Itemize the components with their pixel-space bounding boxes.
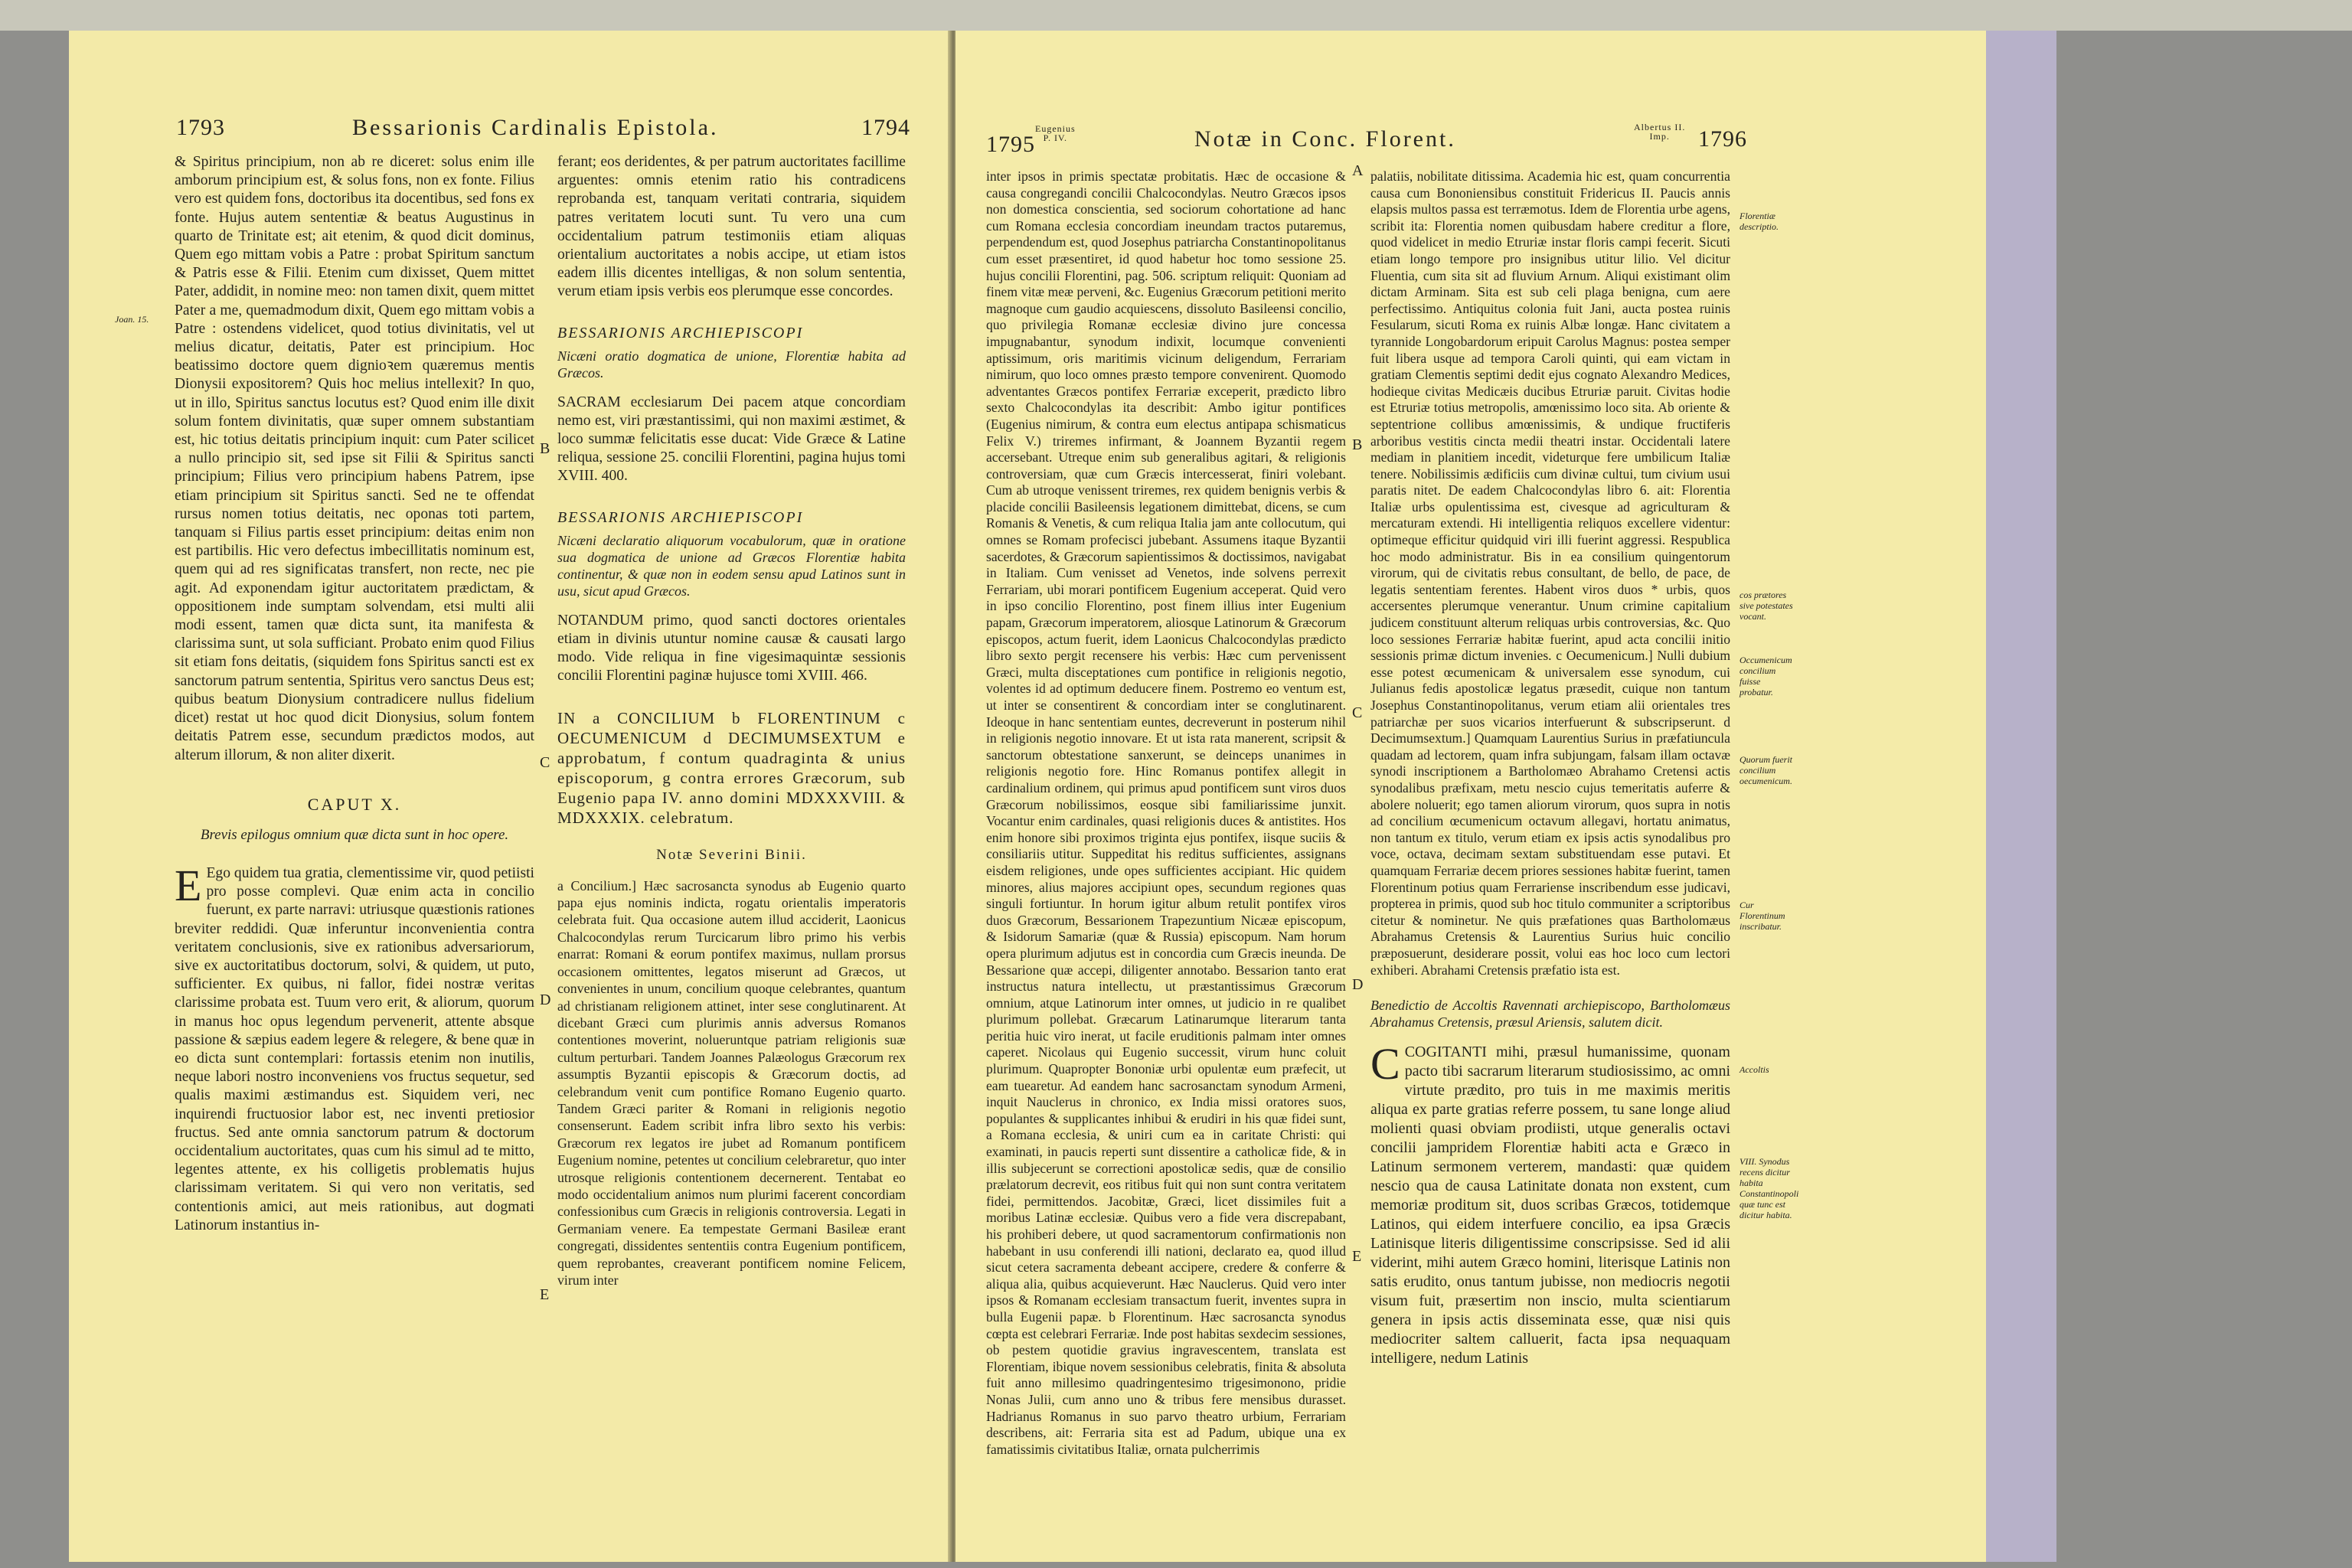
- left-page-header: [176, 115, 225, 141]
- margin-note: Cur Florentinum inscribatur.: [1740, 900, 1785, 932]
- running-title: Bessarionis Cardinalis Epistola.: [352, 115, 719, 140]
- page-edge-background: [1986, 31, 2056, 1562]
- left-column-1: [175, 153, 534, 1240]
- section-subheading: Nicæni oratio dogmatica de unione, Florentiæ habita ad Græcos.: [557, 348, 906, 381]
- margin-letter: B: [1352, 436, 1363, 453]
- margin-letter: B: [540, 440, 550, 457]
- right-column-1: [986, 168, 1346, 1462]
- margin-letter: C: [1352, 704, 1363, 721]
- margin-letter: D: [1352, 976, 1364, 993]
- drop-cap: E: [175, 860, 202, 910]
- margin-letter: C: [540, 754, 550, 771]
- chapter-subtitle: Brevis epilogus omnium quæ dicta sunt in hoc opere.: [200, 826, 509, 843]
- dedication-heading: Benedictio de Accoltis Ravennati archiepiscopo, Bartholomæus Abrahamus Cretensis, præsul Ariensis, salutem dicit.: [1370, 998, 1730, 1031]
- notes-heading: Notæ Severini Binii.: [656, 847, 807, 864]
- top-edge: [0, 0, 2352, 31]
- drop-cap: C: [1370, 1039, 1400, 1089]
- page-number: 1793: [176, 115, 225, 140]
- margin-letter: A: [1352, 162, 1364, 179]
- right-running-title: Notæ in Conc. Florent.: [1194, 126, 1456, 152]
- left-column-2: [557, 153, 906, 1293]
- body-paragraph: E Ego quidem tua gratia, clementissime vir, quod petiisti pro posse complevi. Quæ enim acta in concilio fuerunt, ex parte narravi: utriusque quæstionis rationes breviter reddidi. Quæ inferuntur inconvenientia contra veritatem conclusionis, sive ex rationibus adversariorum, sive ex auctoritatibus doctorum, solvi, & quidem, ut puto, sufficienter. Ex quibus, ni fallor, fidei nostræ veritas clarissime probata est. Tuum vero erit, & aliorum, quorum in manus hoc opus legendum pervenerit, attente absque passione & sæpius eadem legere & relegere, & bene quæ in eo dicta sunt contemplari: fortassis etenim non inutilis, neque labori nostro inconveniens vos fructus sequetur, sed qualis maximi æstimandus est. Siquidem veri, nec inquirendi fructuosior labor est, nec inventi pretiosior fructus. Sed ante omnia sanctorum patrum & doctorum occidentalium auctoritates, quas cum his simul ad te mitto, legentes attente, ex his colligetis problematis hujus clarissimam veritatem. Si qui vero non veritatis, sed contentionis amici, aut meis rationibus, aut dogmati Latinorum instantius in-: [175, 860, 534, 1233]
- right-page-number-2: 1796: [1698, 126, 1747, 152]
- margin-note: Quorum fuerit concilium oecumenicum.: [1740, 754, 1792, 786]
- body-paragraph: ferant; eos deridentes, & per patrum auctoritates facillime arguentes: omnis etenim ratio his contradicens reprobanda est, tanquam veritati contraria, siquidem patres veritatem locuti sunt. Tu vero una cum occidentalium patrum testimoniis etiam aliquas orientalium auctoritates a nobis accipe, ut etiam istos eadem illis dicentes intelligas, & non solum sententia, verum etiam ipsis verbis eos plerumque esse concordes.: [557, 154, 906, 300]
- chapter-title: CAPUT X.: [307, 794, 402, 814]
- margin-note: Accoltis: [1740, 1064, 1769, 1075]
- body-paragraph: NOTANDUM primo, quod sancti doctores orientales etiam in divinis utuntur nomine causæ & causati largo modo. Vide reliqua in fine vigesimaquintæ sessionis concilii Florentini paginæ hujusce tomi XVIII. 466.: [557, 612, 906, 684]
- notes-body: palatiis, nobilitate ditissima. Academia hic est, quam concurrentia causa cum Bononiensibus constituit Fridericus II. Paucis annis elapsis multos passa est terræmotus. Idem de Florentia urbe agens, scribit ita: Florentia nomen quibusdam habere creditur a flore, quod videlicet in medio Etruriæ instar floris campi fecerit. Sicuti etiam longo tempore pro insignibus utitur lilio. Vel dicitur Fluentia, cum sita sit ad fluvium Arnum. Aliqui existimant olim dictam Arminam. Sita est sub celi plaga benigna, cum aere perfectissimo. Antiquitus colonia fuit Jani, aucta postea ruinis Fesularum, sicuti Roma ex ruinis Albæ longæ. Hanc civitatem a tyrannide Longobardorum eripuit Carolus Magnus: postea semper fuit libera usque ad tempora Caroli quinti, qui eam victam in gratiam Clementis septimi dedit ejus cognato Alexandro Medices, hodieque civitas Medicæis ducibus Etruriæ paruit. Civitas hodie est Etruriæ totius metropolis, amœnissimo loco sita. Ab oriente & septentrione collibus amœnissimis, & undique fructiferis arboribus vestitis cincta medii theatri instar. Occidentali latere mediam in planitiem incedit, videturque fere umbilicum Italiæ tenere. Nobilissimis ædificiis cum divinæ cultui, tum civium usui paratis nitet. De eadem Chalcocondylas libro 6. ait: Florentia Italiæ urbs opulentissima est, civesque ad agriculturam & mercaturam extendi. Hi intelligentia reliquos excellere videntur: optimeque efficitur quidquid viri illi fuerint aggressi. Respublica hoc modo administratur. Bis in ea consilium quingentorum virorum, qui de civitatis rebus consultant, de bello, de pace, de legatis sententiam ferentes. Habent viros duos * urbis, quos accersentes plerumque venerantur. Unum crimine capitalium judicem constituunt alterum reliquas urbis controversias, &c. Quo loco sessiones Ferrariæ habitæ fuerint, apud acta concilii initio sessionis primæ dictum invenies. c Oecumenicum.] Nulli dubium esse potest œcumenicam & universalem esse synodum, cui Julianus fedis apostolicæ legatus præsedit, cuique non tantum Josephus Constantinopolitanus, verum etiam alii orientales tres patriarchæ per suos vicarios interfuerunt & subscripserunt. d Decimumsextum.] Quamquam Laurentius Surius in præfatiuncula quadam ad lectorem, quam infra subjungam, falsam illam octavæ synodi inscriptionem a Bartholomæo Abrahamo Cretensi actis synodalibus præfixam, metu nescio cujus temeritatis auferre & abolere noluerit; ego tamen aliorum virorum, quos supra in notis ad concilium œcumenicum octavum allegavi, hortatu animatus, non tantum ex titulo, verum etiam ex ipsis actis synodalibus pro voce, octava, decimam sextam substituendam esse putavi. Et quamquam Ferrariæ decem priores sessiones habitæ fuerint, tamen Florentinum potius quam Ferrariense inscribendum esse judicavi, propterea in primis, quod sub hoc titulo communiter a scriptoribus citetur & nominetur. Ne quis præfationes quas Bartholomæus Abrahamus Cretensis & Laurentius Surius huic concilio præposuerunt, desiderare possit, volui eas hoc loco cum lectori exhiberi. Abrahami Cretensis præfatio ista est.: [1370, 168, 1731, 978]
- margin-note: cos prætores sive potestates vocant.: [1740, 590, 1793, 622]
- right-column-2: [1370, 168, 1730, 1373]
- margin-note: Occumenicum concilium fuisse probatur.: [1740, 655, 1792, 697]
- body-paragraph: CCOGITANTI mihi, præsul humanissime, quonam pacto tibi sacrarum literarum studiosissimo, ac omni virtute prædito, pro tuis in me maximis meritis aliqua ex parte gratias referre possem, tu sane longe aliud molienti quasi obviam prodiisti, utque generalis octavi concilii jampridem Florentiæ habiti acta e Græco in Latinum sermonem verterem, mandasti: quæ quidem nescio qua de causa Latinitate donata non exstent, cum memoriæ proditum sit, duos scribas Græcos, totidemque Latinos, qui eidem interfuere concilio, ea ipsa Græcis Latinisque literis diligentissime conscripsisse. Sed id alii viderint, mihi autem Græco homini, literisque Latinis non satis erudito, onus tantum jubisse, non mediocris negotii visum fuit, præsertim non inscio, multa scientiarum genera in ipsis actis disseminata esse, quæ nisi quis mediocriter saltem calluerit, facta ipsa nequaquam intelligere, nedum Latinis: [1370, 1039, 1730, 1367]
- body-paragraph: SACRAM ecclesiarum Dei pacem atque concordiam nemo est, viri præstantissimi, qui non maximi æstimet, & loco summæ felicitatis esse ducat: Vide Græce & Latine reliqua, sessione 25. concilii Florentini, pagina hujus tomi XVIII. 400.: [557, 394, 906, 485]
- notes-body: a Concilium.] Hæc sacrosancta synodus ab Eugenio quarto papa ejus nominis indicta, rogatu orientalis imperatoris celebrata fuit. Qua occasione autem illud acciderit, Laonicus Chalcocondylas rerum Turcicarum libro primo his verbis enarrat: Romani & eorum pontifex maximus, nullam prorsus occasionem omittentes, legatos miserunt ad Græcos, ut convenientes in unum, concilium quoque celebrantes, quantum ad christianam religionem attinet, inter sese conglutinarent. At dicebant Græci cum plurimis annis adversus Romanos contentiones moverint, nolueruntque patriam religionis suæ cultum perturbari. Tandem Joannes Palæologus Græcorum rex assumptis Byzantii episcopis & Græcorum doctis, ad celebrandum venit cum pontifice Romano Eugenio quarto. Tandem Græci pariter & Romani in religionis negotio consenserunt. Eadem scribit infra libro sexto his verbis: Græcorum rex legatos ire jubet ad Romanum pontificem Eugenium nomine, petentes ut concilium celebraretur, quo inter utrosque religionis contentionem decernerent. Tentabat eo modo occidentalium animos num plurimi facerent concordiam confessionibus cum Græcis in religionis controversia. Legati in Germaniam venere. Ea tempestate Germani Basileæ erant congregati, dissidentes sententiis contra Eugenium pontificem, quem reprobantes, creaverant pontificem nomine Felicem, virum inter: [557, 877, 906, 1288]
- header-note-left: Eugenius P. IV.: [1035, 123, 1076, 143]
- margin-note: Joan. 15.: [115, 314, 149, 325]
- margin-note: VIII. Synodus recens dicitur habita Constantinopoli quæ tunc est dicitur habita.: [1740, 1156, 1799, 1220]
- notes-body: inter ipsos in primis spectatæ probitatis. Hæc de occasione & causa congregandi concilii Chalcocondylas. Neutro Græcos ipsos non domestica conscientia, sed sociorum cohortatione ad hanc cum Romana ecclesia concordiam ineundam tractos putaremus, perpendendum est, quod Josephus patriarcha Constantinopolitanus cum esset præsentiret, id quod habetur hoc tomo sessione 25. hujus concilii Florentini, pag. 506. scriptum reliquit: Quoniam ad finem vitæ meæ perveni, &c. Eugenius Græcorum petitioni merito magnoque cum gaudio acquiescens, dissoluto Basileensi concilio, quo privilegia Romanæ ecclesiæ divino jure concessa impugnabantur, synodum indixit, locumque convenienti aptissimum, oris maritimis vicinum deligendum, Ferrariam nimirum, quo loco omnes præsto tempore convenirent. Quomodo adventantes Græcos pontifex Ferrariæ exceperit, prædicto libro sexto Chalcocondylas ita describit: Ambo igitur pontifices (Eugenius nimirum, & contra eum electus antipapa schismaticus Felix V.) triremes infirmant, & Joannem Byzantii regem accersebant. Utreque enim sub generalibus agitari, & religionis controversiam, quæ cum Græcis intercesserat, finiri volebant. Cum ab utroque venissent triremes, rex quidem benignis verbis & placide concilii Basileensis legationem dimittebat, dicens, se cum Romanis & Venetis, & cum reliqua Italia jam ante collocutum, qui omnes se Romam profecisci jubebant. Assumens itaque Byzantii sacerdotes, & Græcorum sapientissimos & doctissimos, navigabat in Italiam. Cum venisset ad Venetos, inde solvens perrexit Ferrariam, ubi morari pontificem Eugenium acceperat. Quid vero in ipso concilio Florentino, post finem illius inter Eugenium papam, Græcorum imperatorem, aliosque Latinorum & Græcorum episcopos, actum fuerit, idem Laonicus Chalcocondylas prædicto libro sexto pergit recensere his verbis: Hæc cum pervenissent Græci, multa disceptationes cum pontifice in religionis negotio, volentes id ad optimum deducere finem. Postremo eo ventum est, ut inter se consentirent & concordiam inter se conglutinarent. Ideoque in hanc sententiam euntes, decreverunt in posterum nihil in religionis negotio innovare. Et ut ista rata manerent, scripsit & sanctorum obtestatione sanxerunt, se deinceps unanimes in religionis negotio fore. Hinc Romanus pontifex allegit in cardinalium ordinem, qui primus apud pontificem sunt viros duos Græcorum nobilissimos, eosque sibi familiarissime junxit. Vocantur enim cardinales, quasi religionis duces & antistites. Hos enim honore sibi proximos triginta ejus pontifex, iisque suciis & consiliariis utitur. Suppeditat his reditus sufficientes, assignans eisdem religiones, unde opes sufficientes accipiant. Hic quidem minores, alius majores accipiunt opes, secundum regiones quas singuli fortiuntur. In horum igitur album retulit pontifex viros duos Græcorum, Bessarionem Trapezuntium Nicææ episcopum, & Isidorum Samariæ (quæ & Russia) episcopum. Nam horum opera plurimum adjutus est in concordia cum Græcis ineunda. De Bessarione quæ accepi, diligenter annotabo. Bessarion tanto erat instructus natura intellectu, ut præstantissimus Græcorum omnium, atque Latinorum inter omnes, ut judicio in re qualibet plurimum pollebat. Græcarum Latinarumque literarum tanta peritia huic viro inerat, ut facile eruditionis palmam inter omnes caperet. Nicolaus qui Eugenio successit, virum hunc coluit plurimum. Quapropter Bononiæ urbi opulentæ eum præfecit, ut eam tuearetur. Ad eandem hanc sacrosanctam synodum Armeni, inquit Nauclerus in chronico, ex India missi oratores suos, populantes & supplicantes inhibui & erudiri in his quæ fidei sunt, a Romana ecclesia, & uniri cum ea in caritate Christi: qui examinati, in paucis reperti sunt dissentire a catholicæ fide, & in illis subjecerunt se correctioni apostolicæ sedis, quæ de consilio prælatorum decrevit, eos ritibus fuit qui non sunt contra veritatem fidei, permittendos. Jacobitæ, Græci, licet dissimiles fuit a moribus Latinæ ecclesiæ. Quibus vero a fide vera discrepabant, his prohiberi debere, ut quod sacramentorum confirmationis non habebant in usu conferendi illi nationi, declarato ea, quod illud sicut cetera sacramenta debeant accipere, credere & conferre & aliqua alia, quibus acquieverunt. Hæc Nauclerus. Quid vero inter ipsos & Romanam ecclesiam transactum fuerit, inventes supra in bulla Eugenii papæ. b Florentinum. Hæc sacrosancta synodus cœpta est celebrari Ferrariæ. Inde post habitas sexdecim sessiones, ob pestem quotidie gravius ingravescentem, translata est Florentiam, ibique novem sessionibus celebratis, finita & absoluta fuit anno millesimo quadringentesimo trigesimonono, pridie Nonas Julii, cum anno uno & tribus fere mensibus durasset. Hadrianus Romanus in suo parvo theatro urbium, Ferrariam describens, ait: Ferraria sita est ad Padum, ubique una ex famatissimis civitatibus Italiæ, ornata pulcherrimis: [986, 168, 1346, 1457]
- council-title: IN a CONCILIUM b FLORENTINUM c OECUMENICUM d DECIMUMSEXTUM e approbatum, f contum quadraginta & unius episcoporum, g contra errores Græcorum, sub Eugenio papa IV. anno domini MDXXXVIII. & MDXXXIX. celebratum.: [557, 709, 906, 828]
- margin-letter: D: [540, 991, 551, 1008]
- right-page-number: 1795: [986, 132, 1035, 157]
- header-note-right: Albertus II. Imp.: [1634, 122, 1686, 142]
- page-number-right: 1794: [861, 115, 910, 140]
- section-heading: BESSARIONIS ARCHIEPISCOPI: [557, 508, 804, 526]
- margin-letter: E: [1352, 1248, 1362, 1265]
- margin-note: Florentiæ descriptio.: [1740, 211, 1779, 232]
- body-paragraph: & Spiritus principium, non ab re diceret: solus enim ille amborum principium est, & solus fons, non ex fonte. Filius vero est quidem fons, doctoribus ita docentibus, sed fons ex fonte. Hujus autem sententiæ & beatus Augustinus in quarto de Trinitate est; ait etenim, & quod dicit dominus, Quem ego mittam vobis a Patre : probat Spiritum sanctum & Patris esse & Filii. Etenim cum dixisset, Quem mittet Pater, addidit, in nomine meo: non tamen dixit, quem mittet Pater a me, quemadmodum dixit, Quem ego mittam vobis a Patre : ostendens videlicet, quod totius divinitatis, vel ut melius dicatur, deitatis, Pater est principium. Hoc beatissimo doctore quem dignioꝛem quæremus mentis Dionysii expositorem? Quis hoc melius intellexit? In quo, ut in illo, Spiritus sanctus locutus est? Quod enim ille dixit solum fontem divinitatis, quæ super omnem substantiam est, hic totius deitatis principium inquit: cum Pater scilicet a nullo principio sit, sed ipse sit Filii & Spiritus sancti principium; Filius vero principium habens Patrem, ipse etiam principium sit Spiritus sancti. Sed ne te offendat rursus nomen totius deitatis, nec oponas toti partem, tanquam si Filius partis esset principium: deitas enim non est partibilis. Hic vero defectus imbecillitatis nominum est, quem qui ad res significatas transfert, non recte, nec pie agit. Ad exponendam igitur auctoritatem prædictam, & oppositionem inde sumptam solvendam, etsi multi alii modi essent, tamen quæ dicta sunt, ita manifesta & clarissima sunt, ut sola sufficiant. Probato enim quod Filius sit etiam fons deitatis, (siquidem fons Spiritus sancti est ex sanctorum patrum sententia, Spiritus vero sanctus Deus est; quibus beatum Dionysium contradicere nullus fidelium dicet) restat ut hoc quod dicit Dionysius, solum fontem deitatis Patrem esse, secundum prædictos modos, aut alterum illorum, & non aliter dixerit.: [175, 154, 534, 763]
- margin-letter: E: [540, 1286, 550, 1303]
- section-subheading: Nicæni declaratio aliquorum vocabulorum, quæ in oratione sua dogmatica de unione ad Græcos Florentiæ habita continentur, & quæ non in eodem sensu apud Latinos sunt in usu, sicut apud Græcos.: [557, 532, 906, 599]
- section-heading: BESSARIONIS ARCHIEPISCOPI: [557, 324, 804, 341]
